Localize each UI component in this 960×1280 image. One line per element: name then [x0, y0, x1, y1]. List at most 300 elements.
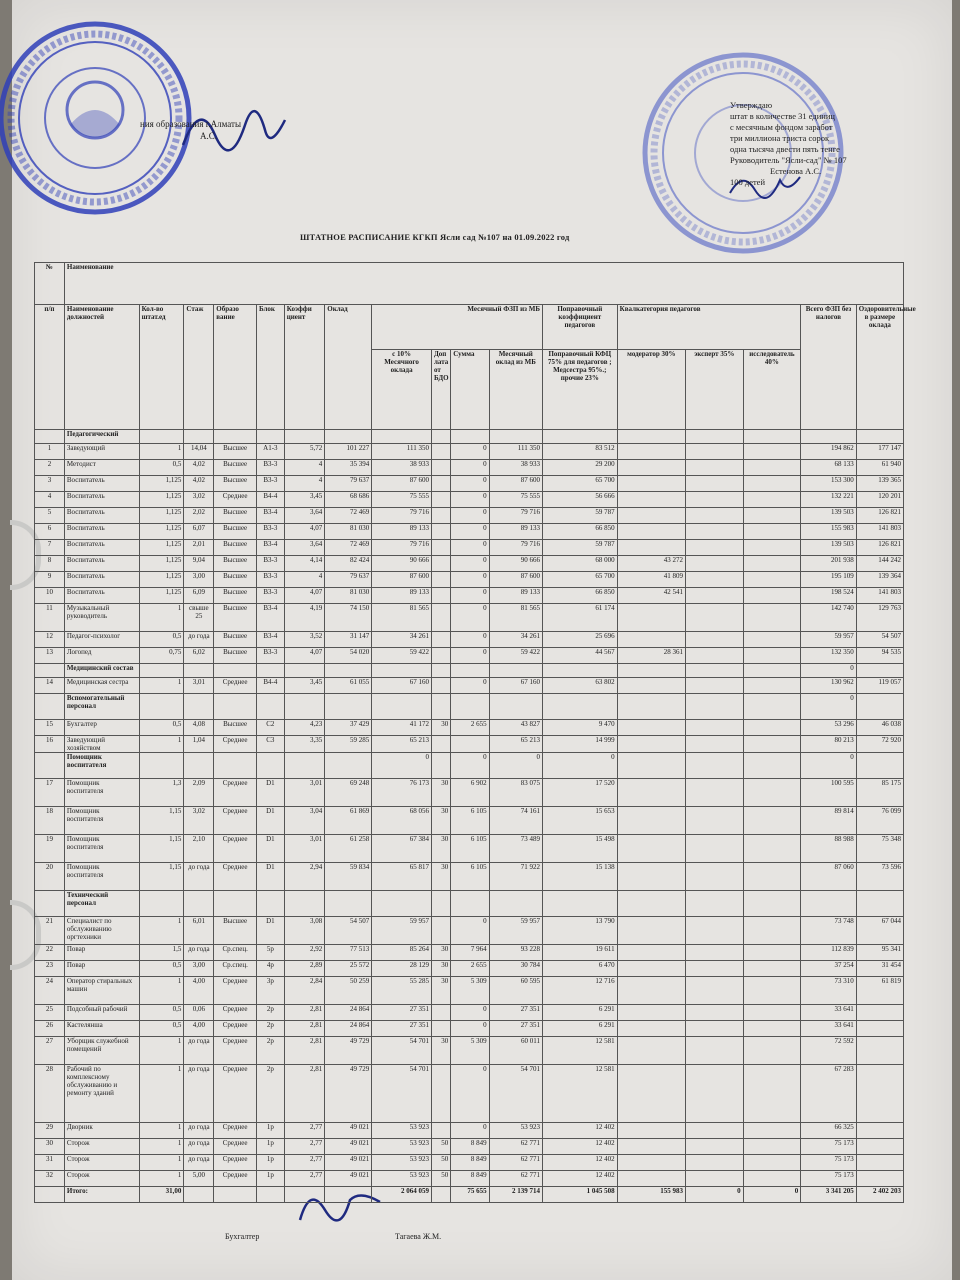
cell-name: Помощник воспитателя	[64, 779, 139, 807]
cell-popr: 12 402	[542, 1123, 617, 1139]
cell-total: 201 938	[801, 556, 857, 572]
cell-exp	[685, 524, 743, 540]
cell-oklad: 69 248	[325, 779, 372, 807]
cell-dop: 30	[431, 945, 450, 961]
cell-popr	[542, 891, 617, 917]
cell-block: В3-3	[256, 460, 284, 476]
cell-mod	[617, 1139, 685, 1155]
cell-block: В4-4	[256, 678, 284, 694]
cell-name: Повар	[64, 945, 139, 961]
cell-block: С2	[256, 720, 284, 736]
cell-popr: 12 581	[542, 1065, 617, 1123]
cell-m10: 87 600	[372, 572, 432, 588]
cell-n: 17	[35, 779, 65, 807]
cell-n: 2	[35, 460, 65, 476]
cell-mes: 62 771	[489, 1139, 542, 1155]
cell-oklad: 59 285	[325, 736, 372, 753]
cell-mes: 43 827	[489, 720, 542, 736]
cell-exp	[685, 1037, 743, 1065]
cell-dop	[431, 540, 450, 556]
cell-total: 112 839	[801, 945, 857, 961]
header-education: Образо вание	[214, 305, 257, 430]
cell-coef	[284, 694, 325, 720]
cell-m10: 59 422	[372, 648, 432, 664]
cell-name: Оператор стиральных машин	[64, 977, 139, 1005]
cell-edu: Среднее	[214, 1123, 257, 1139]
cell-dop: 50	[431, 1139, 450, 1155]
cell-ozd: 144 242	[856, 556, 903, 572]
cell-stazh: 2,09	[184, 779, 214, 807]
cell-oklad: 61 869	[325, 807, 372, 835]
cell-exp	[685, 664, 743, 678]
cell-iss	[743, 736, 801, 753]
cell-name: Воспитатель	[64, 476, 139, 492]
cell-stazh: до года	[184, 1155, 214, 1171]
cell-exp	[685, 835, 743, 863]
cell-oklad: 61 258	[325, 835, 372, 863]
cell-total: 3 341 205	[801, 1187, 857, 1203]
cell-iss	[743, 1123, 801, 1139]
cell-mod: 28 361	[617, 648, 685, 664]
cell-mod	[617, 508, 685, 524]
cell-block	[256, 891, 284, 917]
cell-total: 89 814	[801, 807, 857, 835]
cell-block: 5р	[256, 945, 284, 961]
cell-m10: 89 133	[372, 588, 432, 604]
cell-n: 16	[35, 736, 65, 753]
cell-total: 142 740	[801, 604, 857, 632]
cell-dop: 30	[431, 807, 450, 835]
cell-sum: 6 105	[451, 835, 489, 863]
cell-ozd	[856, 1171, 903, 1187]
cell-block: D1	[256, 779, 284, 807]
cell-mod: 43 272	[617, 556, 685, 572]
section-row	[35, 664, 904, 678]
cell-mod	[617, 1123, 685, 1139]
cell-stazh: 4,00	[184, 1021, 214, 1037]
cell-exp	[685, 1171, 743, 1187]
cell-mes: 90 666	[489, 556, 542, 572]
cell-block: D1	[256, 835, 284, 863]
section-row	[35, 430, 904, 444]
approval-line: Утверждаю	[730, 100, 773, 110]
cell-exp	[685, 1139, 743, 1155]
cell-edu: Высшее	[214, 460, 257, 476]
header-name-top: Наименование	[64, 263, 903, 305]
cell-edu: Высшее	[214, 572, 257, 588]
header-total: Всего ФЗП без налогов	[801, 305, 857, 430]
table-row	[35, 540, 904, 556]
cell-iss	[743, 588, 801, 604]
cell-n: 4	[35, 492, 65, 508]
cell-ozd	[856, 1005, 903, 1021]
cell-name: Воспитатель	[64, 556, 139, 572]
cell-mes: 67 160	[489, 678, 542, 694]
cell-exp	[685, 1123, 743, 1139]
cell-edu: Среднее	[214, 492, 257, 508]
cell-mod	[617, 891, 685, 917]
cell-m10: 34 261	[372, 632, 432, 648]
cell-mes: 79 716	[489, 508, 542, 524]
cell-name: Помощник воспитателя	[64, 863, 139, 891]
cell-exp	[685, 460, 743, 476]
cell-total: 75 173	[801, 1155, 857, 1171]
cell-iss	[743, 1037, 801, 1065]
cell-name: Рабочий по комплексному обслуживанию и ремонту зданий	[64, 1065, 139, 1123]
cell-oklad: 49 021	[325, 1171, 372, 1187]
staff-schedule-table	[34, 262, 916, 1203]
cell-oklad: 54 020	[325, 648, 372, 664]
cell-ozd: 54 507	[856, 632, 903, 648]
cell-popr: 0	[542, 753, 617, 779]
cell-m10: 0	[372, 753, 432, 779]
cell-block: D1	[256, 863, 284, 891]
cell-edu: Высшее	[214, 648, 257, 664]
cell-popr: 65 700	[542, 476, 617, 492]
cell-popr: 6 470	[542, 961, 617, 977]
cell-stazh: 14,04	[184, 444, 214, 460]
cell-ozd: 119 057	[856, 678, 903, 694]
cell-ozd	[856, 664, 903, 678]
approval-block	[730, 100, 910, 188]
cell-exp	[685, 632, 743, 648]
cell-n: 31	[35, 1155, 65, 1171]
cell-block: В4-4	[256, 492, 284, 508]
cell-n: 7	[35, 540, 65, 556]
cell-iss	[743, 508, 801, 524]
cell-mod	[617, 736, 685, 753]
cell-ozd: 85 175	[856, 779, 903, 807]
table-row	[35, 1021, 904, 1037]
cell-n: 26	[35, 1021, 65, 1037]
cell-ozd: 141 803	[856, 524, 903, 540]
cell-mes: 83 075	[489, 779, 542, 807]
cell-qty: 0,5	[139, 1005, 184, 1021]
header-stazh: Стаж	[184, 305, 214, 430]
cell-qty: 0,5	[139, 460, 184, 476]
cell-mes: 62 771	[489, 1171, 542, 1187]
cell-stazh: 4,08	[184, 720, 214, 736]
cell-qty: 1	[139, 1139, 184, 1155]
cell-coef	[284, 1187, 325, 1203]
cell-name: Вспомогательный персонал	[64, 694, 139, 720]
cell-m10: 28 129	[372, 961, 432, 977]
cell-ozd	[856, 1037, 903, 1065]
cell-dop	[431, 753, 450, 779]
cell-coef: 2,84	[284, 977, 325, 1005]
cell-stazh: 6,01	[184, 917, 214, 945]
table-row	[35, 863, 904, 891]
cell-coef: 4,19	[284, 604, 325, 632]
cell-stazh	[184, 664, 214, 678]
cell-mes: 93 228	[489, 945, 542, 961]
cell-n: 8	[35, 556, 65, 572]
cell-n: 1	[35, 444, 65, 460]
cell-n: 11	[35, 604, 65, 632]
cell-mes: 59 957	[489, 917, 542, 945]
header-sum: Сумма	[451, 350, 489, 430]
cell-edu: Среднее	[214, 1037, 257, 1065]
cell-n	[35, 891, 65, 917]
cell-edu: Среднее	[214, 1005, 257, 1021]
cell-m10: 55 285	[372, 977, 432, 1005]
cell-mod	[617, 664, 685, 678]
table-row	[35, 779, 904, 807]
cell-mes: 54 701	[489, 1065, 542, 1123]
cell-mes: 62 771	[489, 1155, 542, 1171]
cell-stazh: 3,02	[184, 807, 214, 835]
cell-mes	[489, 664, 542, 678]
cell-mod	[617, 1171, 685, 1187]
cell-qty: 1	[139, 977, 184, 1005]
table-row	[35, 720, 904, 736]
cell-exp	[685, 720, 743, 736]
cell-qty: 1,125	[139, 476, 184, 492]
cell-name: Подсобный рабочий	[64, 1005, 139, 1021]
cell-sum: 0	[451, 648, 489, 664]
cell-stazh	[184, 430, 214, 444]
cell-oklad: 81 030	[325, 524, 372, 540]
cell-name: Воспитатель	[64, 492, 139, 508]
cell-stazh: 3,00	[184, 961, 214, 977]
header-10pct: с 10% Месячного оклада	[372, 350, 432, 430]
cell-coef: 2,77	[284, 1123, 325, 1139]
cell-iss	[743, 678, 801, 694]
cell-exp	[685, 678, 743, 694]
cell-total: 139 503	[801, 508, 857, 524]
cell-ozd: 94 535	[856, 648, 903, 664]
cell-m10	[372, 664, 432, 678]
cell-block: D1	[256, 917, 284, 945]
header-row-main	[35, 305, 904, 350]
header-correction-sub: Поправочный КФЦ 75% для педагогов ; Медсестра 95%.; прочие 23%	[542, 350, 617, 430]
cell-block	[256, 1187, 284, 1203]
cell-dop	[431, 1005, 450, 1021]
cell-coef: 2,94	[284, 863, 325, 891]
cell-iss	[743, 1065, 801, 1123]
cell-exp	[685, 694, 743, 720]
cell-dop	[431, 444, 450, 460]
cell-n: 30	[35, 1139, 65, 1155]
cell-popr: 9 470	[542, 720, 617, 736]
cell-popr: 19 611	[542, 945, 617, 961]
cell-dop	[431, 1021, 450, 1037]
cell-n: 29	[35, 1123, 65, 1139]
cell-dop	[431, 430, 450, 444]
header-researcher: исследователь 40%	[743, 350, 801, 430]
cell-edu: Среднее	[214, 1139, 257, 1155]
cell-stazh: 6,02	[184, 648, 214, 664]
table-row	[35, 492, 904, 508]
cell-oklad: 72 469	[325, 508, 372, 524]
cell-qty	[139, 694, 184, 720]
cell-name: Заведующий	[64, 444, 139, 460]
cell-n: 15	[35, 720, 65, 736]
cell-stazh: 1,04	[184, 736, 214, 753]
cell-oklad	[325, 664, 372, 678]
cell-mes: 71 922	[489, 863, 542, 891]
cell-iss	[743, 891, 801, 917]
table-row	[35, 632, 904, 648]
cell-stazh: до года	[184, 863, 214, 891]
cell-m10: 90 666	[372, 556, 432, 572]
header-dop: Доп лата от БДО	[431, 350, 450, 430]
cell-exp	[685, 540, 743, 556]
table-row	[35, 961, 904, 977]
cell-mod	[617, 444, 685, 460]
cell-iss	[743, 524, 801, 540]
cell-popr: 17 520	[542, 779, 617, 807]
cell-oklad: 49 021	[325, 1123, 372, 1139]
cell-edu: Высшее	[214, 588, 257, 604]
table-row	[35, 476, 904, 492]
cell-sum: 0	[451, 917, 489, 945]
cell-oklad: 82 424	[325, 556, 372, 572]
cell-popr: 12 402	[542, 1171, 617, 1187]
cell-name: Уборщик служебной помещений	[64, 1037, 139, 1065]
cell-sum: 0	[451, 753, 489, 779]
cell-sum: 0	[451, 540, 489, 556]
approval-line: три миллиона триста сорок	[730, 133, 830, 143]
table-row	[35, 1171, 904, 1187]
cell-oklad: 49 729	[325, 1037, 372, 1065]
cell-m10	[372, 891, 432, 917]
cell-edu	[214, 430, 257, 444]
cell-iss	[743, 1155, 801, 1171]
cell-edu: Среднее	[214, 863, 257, 891]
cell-stazh: 2,10	[184, 835, 214, 863]
cell-name: Воспитатель	[64, 588, 139, 604]
cell-ozd: 61 819	[856, 977, 903, 1005]
cell-n	[35, 694, 65, 720]
cell-edu	[214, 753, 257, 779]
cell-edu: Высшее	[214, 508, 257, 524]
cell-dop	[431, 694, 450, 720]
cell-name: Воспитатель	[64, 508, 139, 524]
cell-sum: 0	[451, 572, 489, 588]
cell-sum: 0	[451, 1123, 489, 1139]
cell-sum: 0	[451, 678, 489, 694]
cell-stazh: 9,04	[184, 556, 214, 572]
cell-name: Медицинская сестра	[64, 678, 139, 694]
cell-m10: 67 160	[372, 678, 432, 694]
cell-stazh: 4,02	[184, 476, 214, 492]
cell-name: Технический персонал	[64, 891, 139, 917]
cell-name: Помощник воспитателя	[64, 835, 139, 863]
cell-stazh: до года	[184, 1065, 214, 1123]
cell-qty: 1	[139, 1037, 184, 1065]
cell-dop	[431, 492, 450, 508]
cell-m10: 85 264	[372, 945, 432, 961]
cell-popr: 29 200	[542, 460, 617, 476]
cell-coef: 2,77	[284, 1139, 325, 1155]
cell-m10: 53 923	[372, 1171, 432, 1187]
cell-coef: 3,04	[284, 807, 325, 835]
table-row	[35, 1123, 904, 1139]
cell-name: Итого:	[64, 1187, 139, 1203]
header-qty: Кол-во штат.ед	[139, 305, 184, 430]
cell-stazh: 2,01	[184, 540, 214, 556]
cell-popr: 12 402	[542, 1139, 617, 1155]
header-qualification: Квалкатегория педагогов	[617, 305, 801, 350]
table-row	[35, 977, 904, 1005]
cell-edu: Высшее	[214, 720, 257, 736]
header-monthly: Месячный оклад из МБ	[489, 350, 542, 430]
cell-name: Сторож	[64, 1171, 139, 1187]
cell-block: А1-3	[256, 444, 284, 460]
cell-block: 2р	[256, 1005, 284, 1021]
cell-dop: 30	[431, 863, 450, 891]
cell-edu: Высшее	[214, 444, 257, 460]
cell-sum: 0	[451, 492, 489, 508]
cell-sum: 0	[451, 508, 489, 524]
cell-name: Музыкальный руководитель	[64, 604, 139, 632]
cell-iss	[743, 604, 801, 632]
cell-sum: 8 849	[451, 1155, 489, 1171]
cell-coef: 3,45	[284, 492, 325, 508]
cell-iss	[743, 430, 801, 444]
cell-mod	[617, 977, 685, 1005]
cell-n: 3	[35, 476, 65, 492]
cell-exp	[685, 572, 743, 588]
cell-iss	[743, 460, 801, 476]
cell-qty: 1	[139, 1065, 184, 1123]
cell-mes: 0	[489, 753, 542, 779]
cell-mes: 34 261	[489, 632, 542, 648]
cell-m10: 75 555	[372, 492, 432, 508]
cell-edu: Высшее	[214, 917, 257, 945]
cell-iss	[743, 540, 801, 556]
cell-popr: 15 138	[542, 863, 617, 891]
cell-oklad: 59 834	[325, 863, 372, 891]
cell-ozd	[856, 1021, 903, 1037]
cell-stazh: 0,06	[184, 1005, 214, 1021]
cell-mod	[617, 678, 685, 694]
table-row	[35, 1155, 904, 1171]
cell-coef: 3,52	[284, 632, 325, 648]
cell-dop	[431, 556, 450, 572]
cell-m10: 27 351	[372, 1021, 432, 1037]
cell-m10: 65 817	[372, 863, 432, 891]
cell-ozd	[856, 753, 903, 779]
cell-mod	[617, 540, 685, 556]
cell-edu: Среднее	[214, 977, 257, 1005]
cell-n: 10	[35, 588, 65, 604]
cell-oklad: 61 055	[325, 678, 372, 694]
cell-sum: 2 655	[451, 961, 489, 977]
cell-total: 0	[801, 753, 857, 779]
cell-popr: 56 666	[542, 492, 617, 508]
cell-ozd: 61 940	[856, 460, 903, 476]
cell-qty: 1,125	[139, 540, 184, 556]
cell-oklad: 25 572	[325, 961, 372, 977]
cell-mes: 27 351	[489, 1005, 542, 1021]
cell-mod	[617, 720, 685, 736]
cell-stazh: 3,01	[184, 678, 214, 694]
cell-popr	[542, 430, 617, 444]
cell-total: 80 213	[801, 736, 857, 753]
header-pn: п/п	[35, 305, 65, 430]
cell-exp	[685, 604, 743, 632]
cell-total: 132 350	[801, 648, 857, 664]
cell-name: Дворник	[64, 1123, 139, 1139]
approval-line: с месячным фондом заработ	[730, 122, 833, 132]
header-coefficient: Коэффи циент	[284, 305, 325, 430]
cell-coef: 4,07	[284, 588, 325, 604]
cell-m10: 79 716	[372, 508, 432, 524]
cell-oklad: 77 513	[325, 945, 372, 961]
cell-total: 37 254	[801, 961, 857, 977]
